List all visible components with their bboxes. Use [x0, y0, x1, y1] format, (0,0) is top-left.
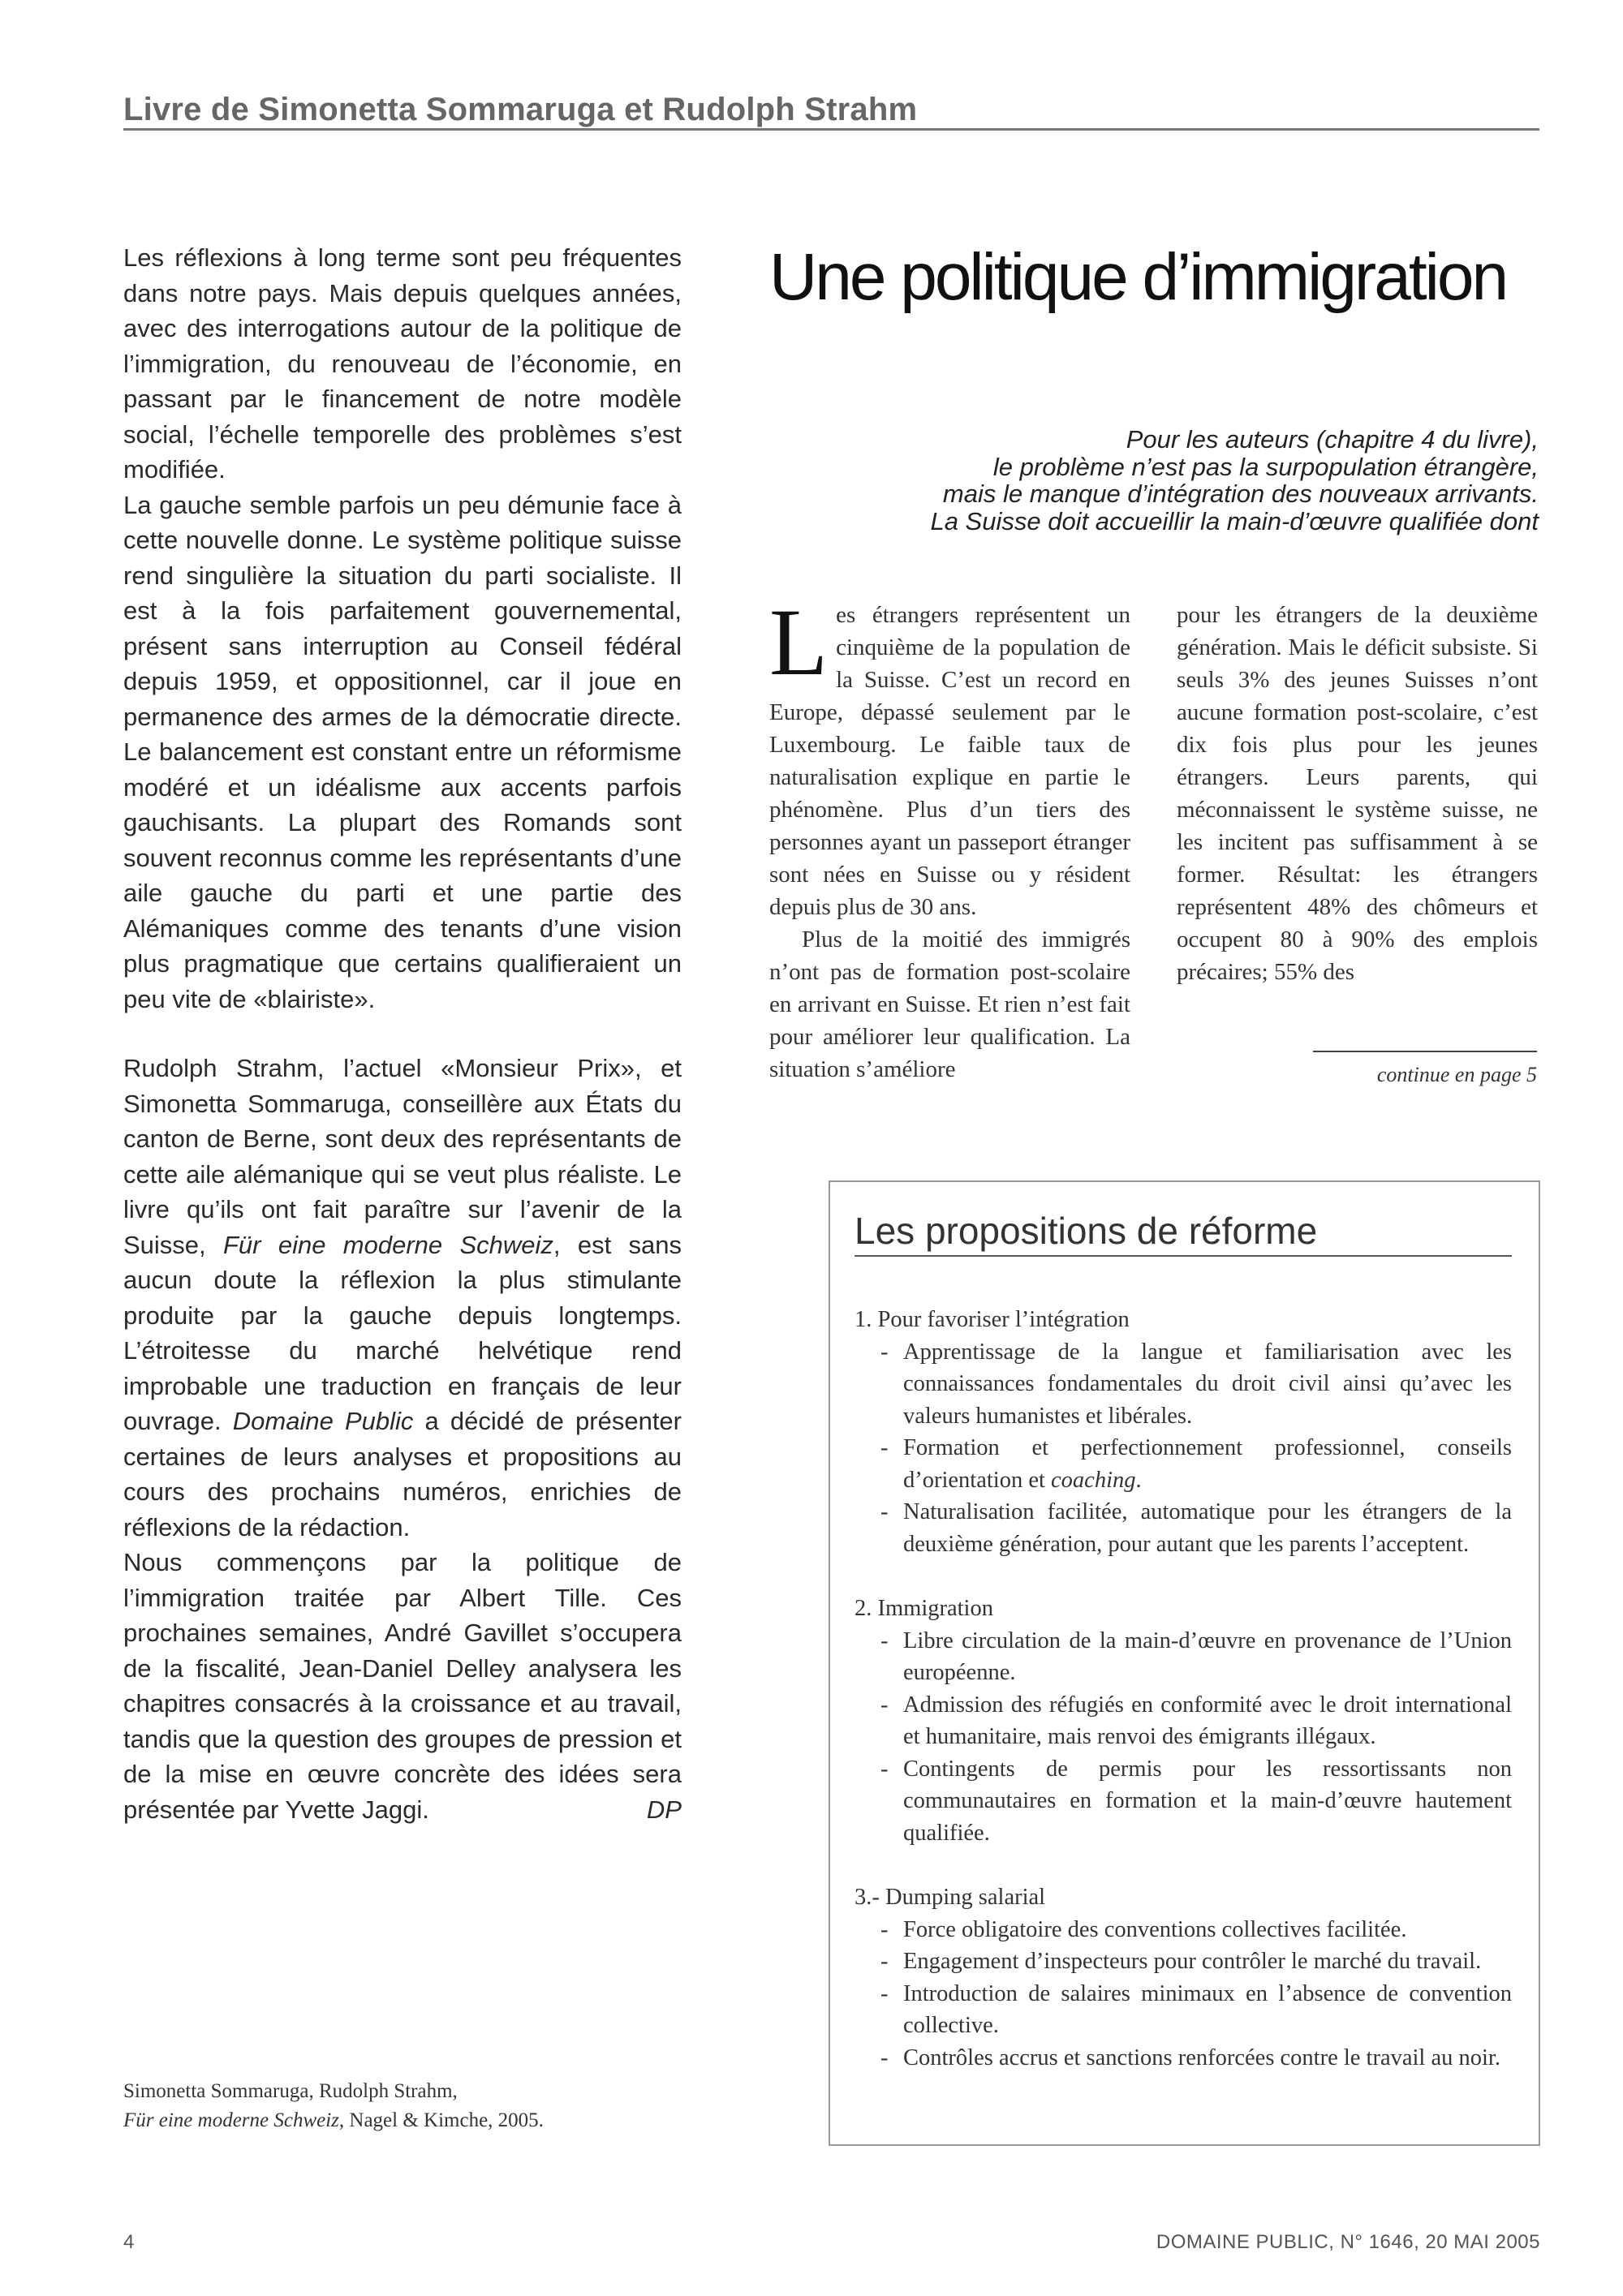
issue-info: DOMAINE PUBLIC, N° 1646, 20 MAI 2005	[1156, 2231, 1540, 2253]
running-header	[123, 91, 1539, 131]
book-title: Für eine moderne Schweiz	[123, 2109, 339, 2131]
list-item	[855, 1946, 1512, 1978]
item-text: Contrôles accrus et sanctions renforcées contre le travail au noir.	[903, 2044, 1500, 2070]
signature: DP	[646, 1795, 682, 1824]
article-text: es étrangers représentent un cinquième de la population de la Suisse. C’est un record en Europe, dépassé seulement par le Luxembourg. Le faible taux de naturalisation explique en partie le phénomène. Plus d’un tiers des personnes ayant un passeport étranger sont nées en Suisse ou y résident depuis plus de 30 ans.	[769, 602, 1130, 920]
box-title: Les propositions de réforme	[855, 1206, 1512, 1257]
intro-text: , est sans aucun doute la réflexion la plus stimulante produite par la gauche depuis longtemps. L’étroitesse du marché helvétique rend improbable une traduction en français de leur ouvrage.	[123, 1230, 682, 1435]
list-item	[855, 1496, 1512, 1560]
intro-text: Rudolph Strahm, l’actuel «Monsieur Prix», et Simonetta Sommaruga, conseillère aux États du canton de Berne, sont deux des représentants de cette aile alémanique qui se veut plus réaliste. Le livre qu’ils ont fait paraître sur l’avenir de la Suisse,	[123, 1054, 682, 1259]
item-text: Libre circulation de la main-d’œuvre en provenance de l’Union européenne.	[903, 1627, 1512, 1685]
intro-text: a décidé de présenter certaines de leurs analyses et propositions au cours des prochains numéros, enrichies de réflexions de la rédaction.	[123, 1407, 682, 1541]
list-item	[855, 1914, 1512, 1946]
item-text: Admission des réfugiés en conformité avec le droit international et humanitaire, mais renvoi des émigrants illégaux.	[903, 1692, 1512, 1749]
article-column-1	[769, 589, 1130, 1086]
bullet-dash: -	[880, 1339, 889, 1365]
header-title: Livre de Simonetta Sommaruga et Rudolph Strahm	[123, 92, 918, 127]
list-item	[855, 1689, 1512, 1753]
reform-section-immigration	[855, 1593, 1512, 1849]
intro-paragraph-2: La gauche semble parfois un peu démunie face à cette nouvelle donne. Le système politique suisse rend singulière la situation du parti socialiste. Il est à la fois parfaitement gouvernemental, présent sans interruption au Conseil fédéral depuis 1959, et oppositionnel, car il joue en permanence des armes de la démocratie directe. Le balancement est constant entre un réformisme modéré et un idéalisme aux accents parfois gauchisants. La plupart des Romands sont souvent reconnus comme les représentants d’une aile gauche du parti et une partie des Alémaniques comme des tenants d’une vision plus pragmatique que certains qualifieraient un peu vite de «blairiste».	[123, 490, 682, 1013]
page-number: 4	[123, 2231, 135, 2253]
bullet-dash: -	[880, 1980, 889, 2006]
list-item	[855, 2042, 1512, 2075]
item-text: Contingents de permis pour les ressortissants non communautaires en formation et la main-d’œuvre hautement qualifiée.	[903, 1756, 1512, 1846]
intro-paragraph-3	[123, 1051, 682, 1545]
book-publisher: , Nagel & Kimche, 2005.	[338, 2109, 544, 2131]
list-item	[855, 1432, 1512, 1496]
book-authors: Simonetta Sommaruga, Rudolph Strahm,	[123, 2080, 458, 2102]
article-paragraph-1	[769, 589, 1130, 923]
bullet-dash: -	[880, 1627, 889, 1653]
list-item	[855, 1978, 1512, 2042]
intro-paragraph-1: Les réflexions à long terme sont peu fréquentes dans notre pays. Mais depuis quelques années, avec des interrogations autour de la politique de l’immigration, du renouveau de l’économie, en passant par le financement de notre modèle social, l’échelle temporelle des problèmes s’est modifiée.	[123, 243, 682, 484]
item-text: Apprentissage de la langue et familiarisation avec les connaissances fondamentales du droit civil ainsi qu’avec les valeurs humanistes et libérales.	[903, 1339, 1512, 1429]
lead-line: Pour les auteurs (chapitre 4 du livre),	[1126, 425, 1539, 454]
book-reference	[123, 2077, 691, 2135]
publication-name: Domaine Public	[232, 1407, 414, 1435]
reform-section-dumping	[855, 1881, 1512, 2074]
article-paragraph-3: pour les étrangers de la deuxième génération. Mais le déficit subsiste. Si seuls 3% des jeunes Suisses n’ont aucune formation post-scolaire, c’est dix fois plus pour les jeunes étrangers. Leurs parents, qui méconnaissent le système suisse, ne les incitent pas suffisamment à se former. Résultat: les étrangers représentent 48% des chômeurs et occupent 80 à 90% des emplois précaires; 55% des	[1177, 602, 1538, 985]
item-text: Introduction de salaires minimaux en l’absence de convention collective.	[903, 1980, 1512, 2038]
section-title: 3.- Dumping salarial	[855, 1885, 1046, 1910]
section-title: 1. Pour favoriser l’intégration	[855, 1307, 1130, 1332]
lead-line: le problème n’est pas la surpopulation étrangère,	[992, 452, 1539, 481]
reform-proposals-box	[829, 1180, 1540, 2146]
bullet-dash: -	[880, 2044, 889, 2070]
bullet-dash: -	[880, 1949, 889, 1974]
continue-link[interactable]: continue en page 5	[1376, 1063, 1537, 1086]
book-title: Für eine moderne Schweiz	[223, 1230, 553, 1259]
list-item	[855, 1625, 1512, 1689]
article-paragraph-2: Plus de la moitié des immigrés n’ont pas de formation post-scolaire en arrivant en Suisse. Et rien n’est fait pour améliorer leur qualification. La situation s’améliore	[769, 927, 1130, 1082]
bullet-dash: -	[880, 1692, 889, 1718]
box-content	[855, 1304, 1512, 2106]
reform-section-integration	[855, 1304, 1512, 1560]
article-lead	[769, 426, 1539, 535]
lead-line: mais le manque d’intégration des nouveaux arrivants.	[942, 479, 1539, 508]
item-text: Naturalisation facilitée, automatique pour les étrangers de la deuxième génération, pour autant que les parents l’acceptent.	[903, 1499, 1512, 1557]
article-title: Une politique d’immigration	[769, 240, 1507, 314]
intro-paragraph-4	[123, 1545, 682, 1827]
article-column-2	[1177, 599, 1538, 988]
intro-column	[123, 240, 682, 1827]
bullet-dash: -	[880, 1916, 889, 1942]
item-text: Force obligatoire des conventions collectives facilitée.	[903, 1916, 1407, 1942]
lead-line: La Suisse doit accueillir la main-d’œuvre qualifiée dont	[930, 506, 1539, 535]
bullet-dash: -	[880, 1756, 889, 1782]
bullet-dash: -	[880, 1499, 889, 1524]
intro-text: Nous commençons par la politique de l’immigration traitée par Albert Tille. Ces prochaines semaines, André Gavillet s’occupera de la fiscalité, Jean-Daniel Delley analysera les chapitres consacrés à la croissance et au travail, tandis que la question des groupes de pression et de la mise en œuvre concrète des idées sera présentée par Yvette Jaggi.	[123, 1548, 682, 1824]
section-title: 2. Immigration	[855, 1596, 993, 1621]
item-text: Formation et perfectionnement professionnel, conseils d’orientation et coaching.	[903, 1435, 1512, 1493]
list-item	[855, 1753, 1512, 1850]
item-text: Engagement d’inspecteurs pour contrôler le marché du travail.	[903, 1949, 1482, 1974]
drop-cap: L	[769, 589, 829, 695]
bullet-dash: -	[880, 1435, 889, 1460]
list-item	[855, 1336, 1512, 1433]
continue-divider	[1313, 1051, 1537, 1052]
